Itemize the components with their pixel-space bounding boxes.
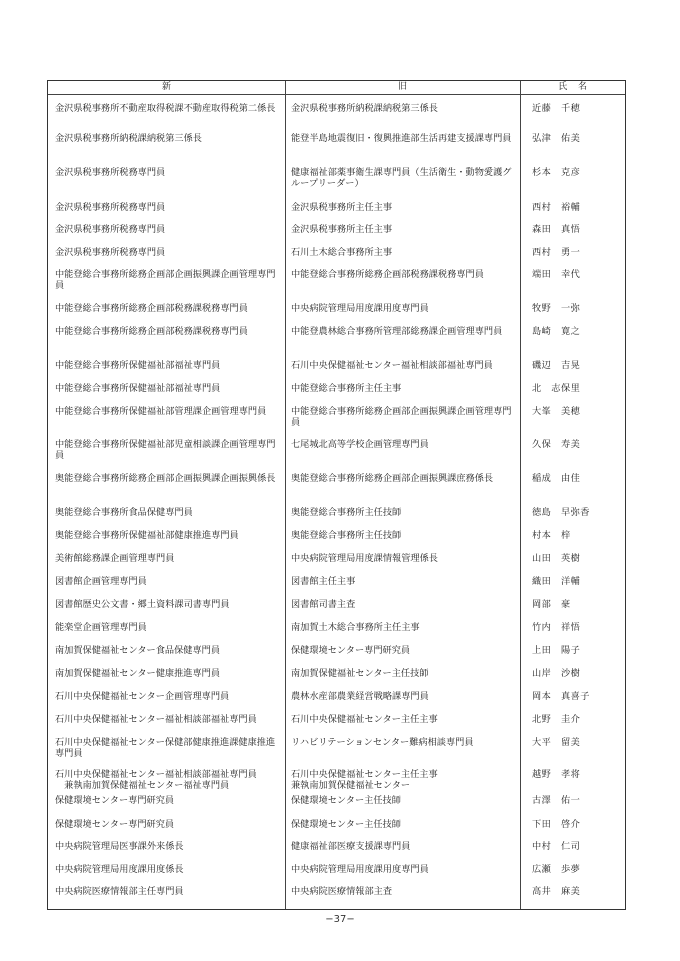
person-name: 杉本 克彦 bbox=[532, 167, 581, 178]
old-position: 石川中央保健福祉センター福祉相談部福祉専門員 bbox=[291, 360, 493, 371]
person-name: 島崎 寛之 bbox=[532, 326, 581, 337]
old-position: 図書館司書主査 bbox=[291, 599, 356, 610]
new-position: 南加賀保健福祉センター食品保健専門員 bbox=[55, 645, 221, 656]
person-name: 岡部 豪 bbox=[532, 599, 571, 610]
new-position: 中能登総合事務所保健福祉部管理課企画管理専門員 bbox=[55, 406, 267, 417]
person-name: 山岸 沙樹 bbox=[532, 668, 581, 679]
person-name: 牧野 一弥 bbox=[532, 303, 581, 314]
old-position: 中能登農林総合事務所管理部総務課企画管理専門員 bbox=[291, 326, 503, 337]
old-position: 健康福祉部薬事衛生課専門員（生活衛生・動物愛護グループリーダー） bbox=[291, 167, 512, 189]
new-position: 中能登総合事務所保健福祉部福祉専門員 bbox=[55, 360, 221, 371]
person-name: 磯辺 吉晃 bbox=[532, 360, 581, 371]
old-position: 保健環境センター主任技師 bbox=[291, 795, 401, 806]
new-position: 中央病院管理局医事課外来係長 bbox=[55, 841, 184, 852]
new-position: 中能登総合事務所保健福祉部児童相談課企画管理専門員 bbox=[55, 439, 276, 461]
old-position: 南加賀土木総合事務所主任主事 bbox=[291, 622, 420, 633]
page-number: −37− bbox=[325, 914, 355, 925]
person-name: 下田 啓介 bbox=[532, 819, 581, 830]
new-position: 奥能登総合事務所保健福祉部健康推進専門員 bbox=[55, 530, 239, 541]
new-position: 金沢県税事務所不動産取得税課不動産取得税第二係長 bbox=[55, 103, 276, 114]
new-position: 金沢県税事務所税務専門員 bbox=[55, 202, 166, 213]
old-position: 保健環境センター専門研究員 bbox=[291, 645, 411, 656]
old-position: 中央病院管理局用度課用度専門員 bbox=[291, 303, 429, 314]
old-position: 金沢県税事務所主任主事 bbox=[291, 224, 393, 235]
new-position: 保健環境センター専門研究員 bbox=[55, 795, 175, 806]
person-name: 徳島 早弥香 bbox=[532, 507, 590, 518]
old-position: 中央病院医療情報部主査 bbox=[291, 886, 393, 897]
column-divider bbox=[285, 81, 286, 909]
new-position: 中能登総合事務所総務企画部企画振興課企画管理専門員 bbox=[55, 269, 276, 291]
person-name: 弘津 佑美 bbox=[532, 133, 581, 144]
old-position: 奥能登総合事務所主任技師 bbox=[291, 507, 402, 518]
person-name: 稲成 由佳 bbox=[532, 473, 581, 484]
old-position: 農林水産部農業経営戦略課専門員 bbox=[291, 691, 429, 702]
old-position: 石川中央保健福祉センター主任主事 兼執南加賀保健福祉センター bbox=[291, 769, 438, 791]
new-position: 金沢県税事務所税務専門員 bbox=[55, 167, 166, 178]
old-position: 中能登総合事務所総務企画部企画振興課企画管理専門員 bbox=[291, 406, 512, 428]
personnel-table bbox=[47, 80, 626, 910]
new-position: 中能登総合事務所総務企画部税務課税務専門員 bbox=[55, 303, 248, 314]
old-position: 金沢県税事務所主任主事 bbox=[291, 202, 393, 213]
new-position: 中央病院医療情報部主任専門員 bbox=[55, 886, 184, 897]
old-position: 中央病院管理局用度課用度専門員 bbox=[291, 864, 429, 875]
header-new: 新 bbox=[161, 82, 171, 92]
person-name: 村本 梓 bbox=[532, 530, 571, 541]
person-name: 高井 麻美 bbox=[532, 886, 581, 897]
new-position: 美術館総務課企画管理専門員 bbox=[55, 553, 175, 564]
new-position: 奥能登総合事務所総務企画部企画振興課企画振興係長 bbox=[55, 473, 276, 484]
person-name: 西村 裕輔 bbox=[532, 202, 581, 213]
person-name: 西村 勇一 bbox=[532, 247, 581, 258]
new-position: 金沢県税事務所税務専門員 bbox=[55, 224, 166, 235]
new-position: 石川中央保健福祉センター保健部健康推進課健康推進専門員 bbox=[55, 737, 276, 759]
old-position: 中央病院管理局用度課情報管理係長 bbox=[291, 553, 438, 564]
new-position: 図書館企画管理専門員 bbox=[55, 576, 147, 587]
column-divider bbox=[520, 81, 521, 909]
person-name: 端田 幸代 bbox=[532, 269, 581, 280]
person-name: 越野 孝将 bbox=[532, 769, 581, 780]
person-name: 広瀬 歩夢 bbox=[532, 864, 581, 875]
person-name: 近藤 千穂 bbox=[532, 103, 581, 114]
header-name: 氏名 bbox=[558, 82, 598, 92]
person-name: 岡本 真喜子 bbox=[532, 691, 590, 702]
old-position: 七尾城北高等学校企画管理専門員 bbox=[291, 439, 429, 450]
new-position: 石川中央保健福祉センター福祉相談部福祉専門員 兼執南加賀保健福祉センター福祉専門員 bbox=[55, 769, 257, 791]
new-position: 能楽堂企画管理専門員 bbox=[55, 622, 147, 633]
old-position: 奥能登総合事務所主任技師 bbox=[291, 530, 402, 541]
person-name: 織田 洋輔 bbox=[532, 576, 581, 587]
new-position: 奥能登総合事務所食品保健専門員 bbox=[55, 507, 193, 518]
old-position: 南加賀保健福祉センター主任技師 bbox=[291, 668, 429, 679]
person-name: 森田 真悟 bbox=[532, 224, 581, 235]
new-position: 金沢県税事務所税務専門員 bbox=[55, 247, 166, 258]
person-name: 久保 寿美 bbox=[532, 439, 581, 450]
person-name: 古澤 佑一 bbox=[532, 795, 581, 806]
new-position: 石川中央保健福祉センター企画管理専門員 bbox=[55, 691, 230, 702]
old-position: 図書館主任主事 bbox=[291, 576, 356, 587]
new-position: 図書館歴史公文書・郷土資料課司書専門員 bbox=[55, 599, 230, 610]
person-name: 北野 圭介 bbox=[532, 714, 581, 725]
person-name: 大峯 美穂 bbox=[532, 406, 581, 417]
header-old: 旧 bbox=[397, 82, 407, 92]
new-position: 中能登総合事務所総務企画部税務課税務専門員 bbox=[55, 326, 248, 337]
new-position: 石川中央保健福祉センター福祉相談部福祉専門員 bbox=[55, 714, 257, 725]
person-name: 大平 留美 bbox=[532, 737, 581, 748]
old-position: 金沢県税事務所納税課納税第三係長 bbox=[291, 103, 438, 114]
old-position: 石川土木総合事務所主事 bbox=[291, 247, 393, 258]
old-position: 中能登総合事務所主任主事 bbox=[291, 383, 402, 394]
person-name: 中村 仁司 bbox=[532, 841, 581, 852]
person-name: 山田 英樹 bbox=[532, 553, 581, 564]
new-position: 中央病院管理局用度課用度係長 bbox=[55, 864, 184, 875]
person-name: 上田 陽子 bbox=[532, 645, 581, 656]
old-position: 中能登総合事務所総務企画部税務課税務専門員 bbox=[291, 269, 484, 280]
new-position: 中能登総合事務所保健福祉部福祉専門員 bbox=[55, 383, 221, 394]
new-position: 保健環境センター専門研究員 bbox=[55, 819, 175, 830]
new-position: 南加賀保健福祉センター健康推進専門員 bbox=[55, 668, 221, 679]
old-position: 石川中央保健福祉センター主任主事 bbox=[291, 714, 438, 725]
table-header bbox=[48, 81, 625, 95]
old-position: 能登半島地震復旧・復興推進部生活再建支援課専門員 bbox=[291, 133, 512, 144]
old-position: 奥能登総合事務所総務企画部企画振興課庶務係長 bbox=[291, 473, 494, 484]
old-position: 健康福祉部医療支援課専門員 bbox=[291, 841, 411, 852]
old-position: リハビリテーションセンター難病相談専門員 bbox=[291, 737, 474, 748]
person-name: 竹内 祥悟 bbox=[532, 622, 581, 633]
new-position: 金沢県税事務所納税課納税第三係長 bbox=[55, 133, 202, 144]
person-name: 北 志保里 bbox=[532, 383, 581, 394]
old-position: 保健環境センター主任技師 bbox=[291, 819, 401, 830]
